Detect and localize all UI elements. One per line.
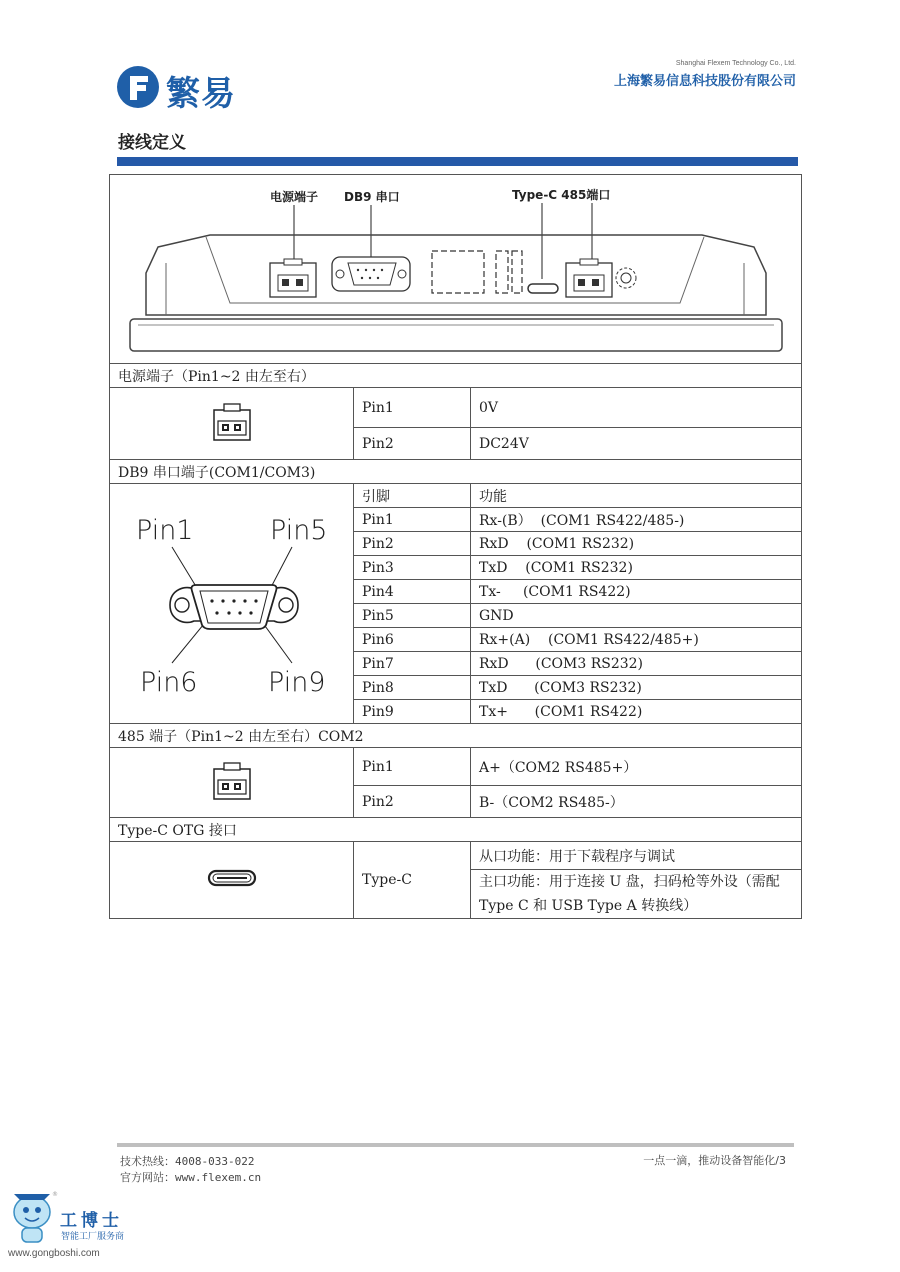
pin-cell: Pin2 bbox=[354, 786, 471, 818]
watermark-brand: 工博士 bbox=[60, 1211, 123, 1231]
pin-cell: Pin1 bbox=[354, 748, 471, 786]
pin-cell: Pin2 bbox=[354, 532, 471, 556]
support-hotline: 技术热线：4008-033-022 bbox=[120, 1155, 255, 1168]
logo-text: 繁易 bbox=[166, 74, 236, 114]
company-name-en: Shanghai Flexem Technology Co., Ltd. bbox=[675, 60, 796, 67]
db9-section-title: DB9 串口端子(COM1/COM3) bbox=[110, 460, 802, 484]
pin-cell: Pin3 bbox=[354, 556, 471, 580]
pin-cell: Pin1 bbox=[354, 388, 471, 428]
typec-image-cell bbox=[110, 842, 354, 919]
page-slogan: 一点一滴，推动设备智能化/3 bbox=[643, 1154, 786, 1167]
typec-section-header bbox=[110, 818, 802, 842]
device-bottom-view bbox=[110, 175, 800, 363]
power-section-title: 电源端子（Pin1~2 由左至右） bbox=[110, 364, 802, 388]
function-cell: 从口功能：用于下载程序与调试 bbox=[471, 842, 802, 870]
table-row bbox=[110, 388, 802, 428]
function-cell: B-（COM2 RS485-） bbox=[471, 786, 802, 818]
pin-cell: Type-C bbox=[354, 842, 471, 919]
title-divider bbox=[117, 157, 798, 166]
pin-cell: Pin7 bbox=[354, 652, 471, 676]
page-title: 接线定义 bbox=[118, 133, 186, 153]
watermark-url: www.gongboshi.com bbox=[8, 1248, 100, 1259]
function-cell: Rx+(A) (COM1 RS422/485+) bbox=[471, 628, 802, 652]
function-cell: Rx-(B） (COM1 RS422/485-) bbox=[471, 508, 802, 532]
db9-pin6-label: Pin6 bbox=[139, 666, 197, 698]
gongboshi-mascot-icon bbox=[8, 1190, 58, 1246]
function-cell: TxD (COM3 RS232) bbox=[471, 676, 802, 700]
pin-cell: Pin9 bbox=[354, 700, 471, 724]
pin-cell: Pin5 bbox=[354, 604, 471, 628]
pin-cell: Pin4 bbox=[354, 580, 471, 604]
function-cell: 0V bbox=[471, 388, 802, 428]
table-row bbox=[110, 748, 802, 786]
device-image-row bbox=[110, 175, 802, 364]
function-header-cell: 功能 bbox=[471, 484, 802, 508]
official-website: 官方网站：www.flexem.cn bbox=[120, 1171, 262, 1184]
power-port-label: 电源端子 bbox=[270, 190, 319, 204]
rs485-section-title: 485 端子（Pin1~2 由左至右）COM2 bbox=[110, 724, 802, 748]
function-cell: RxD (COM3 RS232) bbox=[471, 652, 802, 676]
pin-cell: Pin8 bbox=[354, 676, 471, 700]
function-cell: Tx- (COM1 RS422) bbox=[471, 580, 802, 604]
function-cell: A+（COM2 RS485+） bbox=[471, 748, 802, 786]
db9-pin1-label: Pin1 bbox=[135, 514, 193, 546]
typec-section-title: Type-C OTG 接口 bbox=[110, 818, 802, 842]
usb-c-port-icon bbox=[207, 868, 257, 888]
power-terminal-image-cell bbox=[110, 388, 354, 460]
function-cell: Tx+ (COM1 RS422) bbox=[471, 700, 802, 724]
rs485-section-header bbox=[110, 724, 802, 748]
pin-cell: Pin1 bbox=[354, 508, 471, 532]
registered-mark: ® bbox=[52, 1191, 58, 1198]
pin-cell: Pin6 bbox=[354, 628, 471, 652]
pin-cell: Pin2 bbox=[354, 428, 471, 460]
db9-section-header bbox=[110, 460, 802, 484]
db9-pinout-diagram bbox=[132, 497, 332, 707]
company-name-cn: 上海繁易信息科技股份有限公司 bbox=[613, 74, 796, 89]
function-cell: RxD (COM1 RS232) bbox=[471, 532, 802, 556]
db9-port-label: DB9 串口 bbox=[344, 190, 400, 204]
power-section-header bbox=[110, 364, 802, 388]
watermark-subtitle: 智能工厂服务商 bbox=[61, 1232, 125, 1242]
db9-pin9-label: Pin9 bbox=[267, 666, 325, 698]
footer-divider bbox=[117, 1143, 794, 1147]
rs485-terminal-image-cell bbox=[110, 748, 354, 818]
wiring-table bbox=[109, 174, 802, 919]
table-row bbox=[110, 484, 802, 508]
pin-header-cell: 引脚 bbox=[354, 484, 471, 508]
db9-pin5-label: Pin5 bbox=[269, 514, 327, 546]
table-row bbox=[110, 842, 802, 870]
power-terminal-icon bbox=[212, 402, 252, 442]
function-cell: 主口功能：用于连接 U 盘，扫码枪等外设（需配 Type C 和 USB Type A 转换线） bbox=[471, 870, 802, 919]
typec-485-port-label: Type-C 485端口 bbox=[512, 188, 611, 202]
rs485-terminal-icon bbox=[212, 761, 252, 801]
db9-diagram-cell bbox=[110, 484, 354, 724]
function-cell: DC24V bbox=[471, 428, 802, 460]
function-cell: GND bbox=[471, 604, 802, 628]
function-cell: TxD (COM1 RS232) bbox=[471, 556, 802, 580]
